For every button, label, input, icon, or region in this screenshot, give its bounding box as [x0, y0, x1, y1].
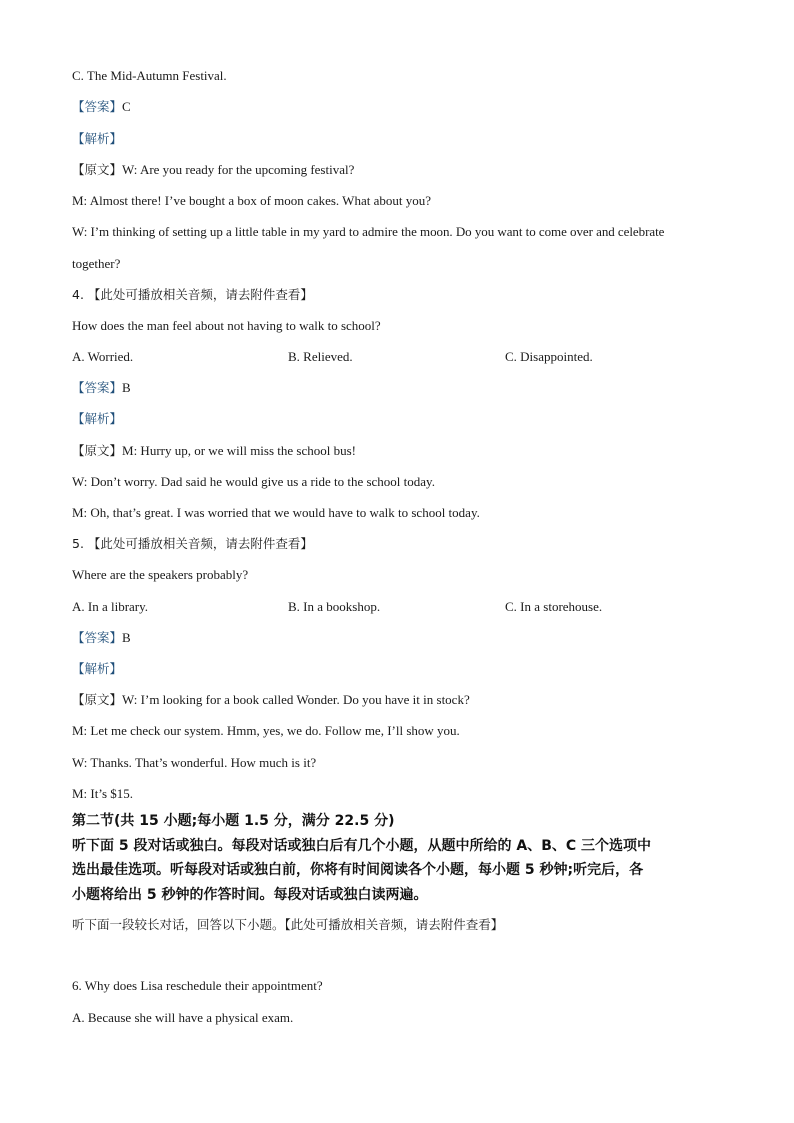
q3-answer-line	[72, 99, 131, 115]
q5-option-c: C. In a storehouse.	[505, 599, 603, 614]
section2-instruction-3: 小题将给出 5 秒钟的作答时间。每段对话或独白读两遍。	[72, 887, 428, 903]
q5-question: Where are the speakers probably?	[72, 567, 249, 582]
transcript-text: W: Are you ready for the upcoming festival?	[122, 162, 355, 177]
q4-answer: B	[122, 380, 131, 395]
analysis-tag: 【解析】	[72, 131, 123, 146]
q5-answer: B	[122, 630, 131, 645]
q5-transcript-3: W: Thanks. That’s wonderful. How much is it?	[72, 755, 317, 770]
original-tag: 【原文】	[72, 692, 123, 707]
analysis-tag: 【解析】	[72, 661, 123, 676]
q5-answer-line	[72, 630, 131, 646]
analysis-tag: 【解析】	[72, 411, 123, 426]
q3-transcript-3: W: I’m thinking of setting up a little table in my yard to admire the moon. Do you want to come over and celebrate	[72, 224, 665, 239]
q5-transcript-1	[72, 692, 470, 708]
section2-title: 第二节(共 15 小题;每小题 1.5 分，满分 22.5 分)	[72, 813, 395, 829]
q3-answer: C	[122, 99, 131, 114]
q5-header: 5. 【此处可播放相关音频，请去附件查看】	[72, 536, 313, 551]
answer-tag: 【答案】	[72, 99, 123, 114]
q4-answer-line	[72, 380, 131, 396]
q6-question: 6. Why does Lisa reschedule their appointment?	[72, 978, 323, 993]
transcript-text: M: Hurry up, or we will miss the school bus!	[122, 443, 356, 458]
q4-option-a: A. Worried.	[72, 349, 134, 364]
q3-transcript-3-cont: together?	[72, 256, 121, 271]
section2-instruction-1: 听下面 5 段对话或独白。每段对话或独白后有几个小题，从题中所给的 A、B、C 三个选项中	[72, 838, 652, 854]
answer-tag: 【答案】	[72, 380, 123, 395]
q4-option-c: C. Disappointed.	[505, 349, 593, 364]
q4-transcript-2: W: Don’t worry. Dad said he would give us a ride to the school today.	[72, 474, 435, 489]
q4-header: 4. 【此处可播放相关音频，请去附件查看】	[72, 287, 313, 302]
answer-tag: 【答案】	[72, 630, 123, 645]
q3-option-c: C. The Mid-Autumn Festival.	[72, 68, 227, 83]
q6-option-a: A. Because she will have a physical exam.	[72, 1010, 294, 1025]
q4-analysis-line	[72, 411, 122, 427]
section2-instruction-2: 选出最佳选项。听每段对话或独白前，你将有时间阅读各个小题，每小题 5 秒钟;听完后，各	[72, 862, 644, 878]
q4-question: How does the man feel about not having to walk to school?	[72, 318, 381, 333]
original-tag: 【原文】	[72, 443, 123, 458]
q4-option-b: B. Relieved.	[288, 349, 353, 364]
q5-option-a: A. In a library.	[72, 599, 149, 614]
section2-listen-note: 听下面一段较长对话，回答以下小题。【此处可播放相关音频，请去附件查看】	[72, 917, 504, 932]
q3-analysis-line	[72, 131, 122, 147]
q4-transcript-1	[72, 443, 356, 459]
q3-transcript-2: M: Almost there! I’ve bought a box of moon cakes. What about you?	[72, 193, 431, 208]
q5-option-b: B. In a bookshop.	[288, 599, 381, 614]
q5-transcript-4: M: It’s $15.	[72, 786, 134, 801]
q3-transcript-1	[72, 162, 354, 178]
transcript-text: W: I’m looking for a book called Wonder. Do you have it in stock?	[122, 692, 470, 707]
q4-transcript-3: M: Oh, that’s great. I was worried that we would have to walk to school today.	[72, 505, 480, 520]
q5-analysis-line	[72, 661, 122, 677]
q5-transcript-2: M: Let me check our system. Hmm, yes, we do. Follow me, I’ll show you.	[72, 723, 460, 738]
original-tag: 【原文】	[72, 162, 123, 177]
